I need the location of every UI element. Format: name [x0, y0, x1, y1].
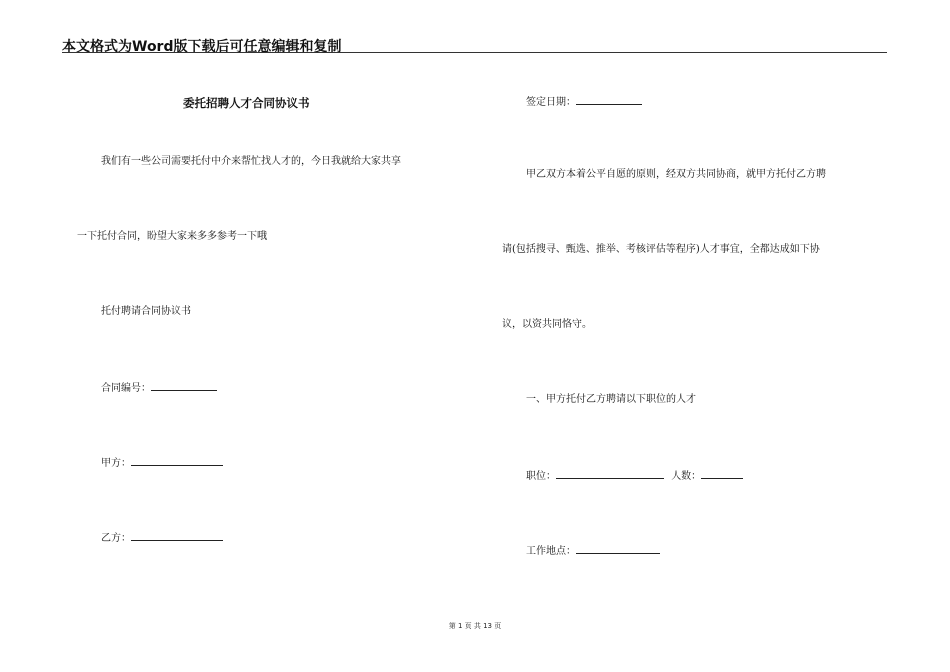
- sign-date-label: 签定日期：: [526, 97, 576, 108]
- doc-name: 托付聘请合同协议书: [101, 306, 191, 317]
- party-a-blank: [131, 455, 223, 466]
- document-title: 委托招聘人才合同协议书: [183, 96, 310, 110]
- position-row: [526, 468, 743, 484]
- contract-number-label: 合同编号：: [101, 383, 151, 394]
- para-line-1: 甲乙双方本着公平自愿的原则，经双方共同协商，就甲方托付乙方聘: [526, 169, 826, 180]
- party-b-row: [101, 530, 223, 546]
- party-a-row: [101, 455, 223, 471]
- page-footer: 第 1 页 共 13 页: [448, 622, 502, 630]
- para-line-3: 议，以资共同恪守。: [502, 319, 592, 330]
- location-label: 工作地点：: [526, 546, 576, 557]
- section-1-heading: 一、甲方托付乙方聘请以下职位的人才: [526, 394, 696, 405]
- para-line-2: 请(包括搜寻、甄选、推举、考核评估等程序)人才事宜，全都达成如下协: [502, 244, 820, 255]
- document-banner: 本文格式为Word版下载后可任意编辑和复制: [62, 39, 342, 55]
- intro-line-2: 一下托付合同，盼望大家来多多参考一下哦: [77, 231, 267, 242]
- banner-divider: [62, 52, 887, 53]
- location-blank: [576, 543, 660, 554]
- party-b-label: 乙方：: [101, 533, 131, 544]
- position-blank: [556, 468, 664, 479]
- intro-line-1: 我们有一些公司需要托付中介来帮忙找人才的，今日我就给大家共享: [101, 156, 401, 167]
- count-blank: [701, 468, 743, 479]
- sign-date-blank: [576, 94, 642, 105]
- location-row: [526, 543, 660, 559]
- contract-number-blank: [151, 380, 217, 391]
- party-a-label: 甲方：: [101, 458, 131, 469]
- contract-number-row: [101, 380, 217, 396]
- count-label: 人数：: [671, 471, 702, 482]
- position-label: 职位：: [526, 471, 556, 482]
- party-b-blank: [131, 530, 223, 541]
- sign-date-row: [526, 94, 642, 110]
